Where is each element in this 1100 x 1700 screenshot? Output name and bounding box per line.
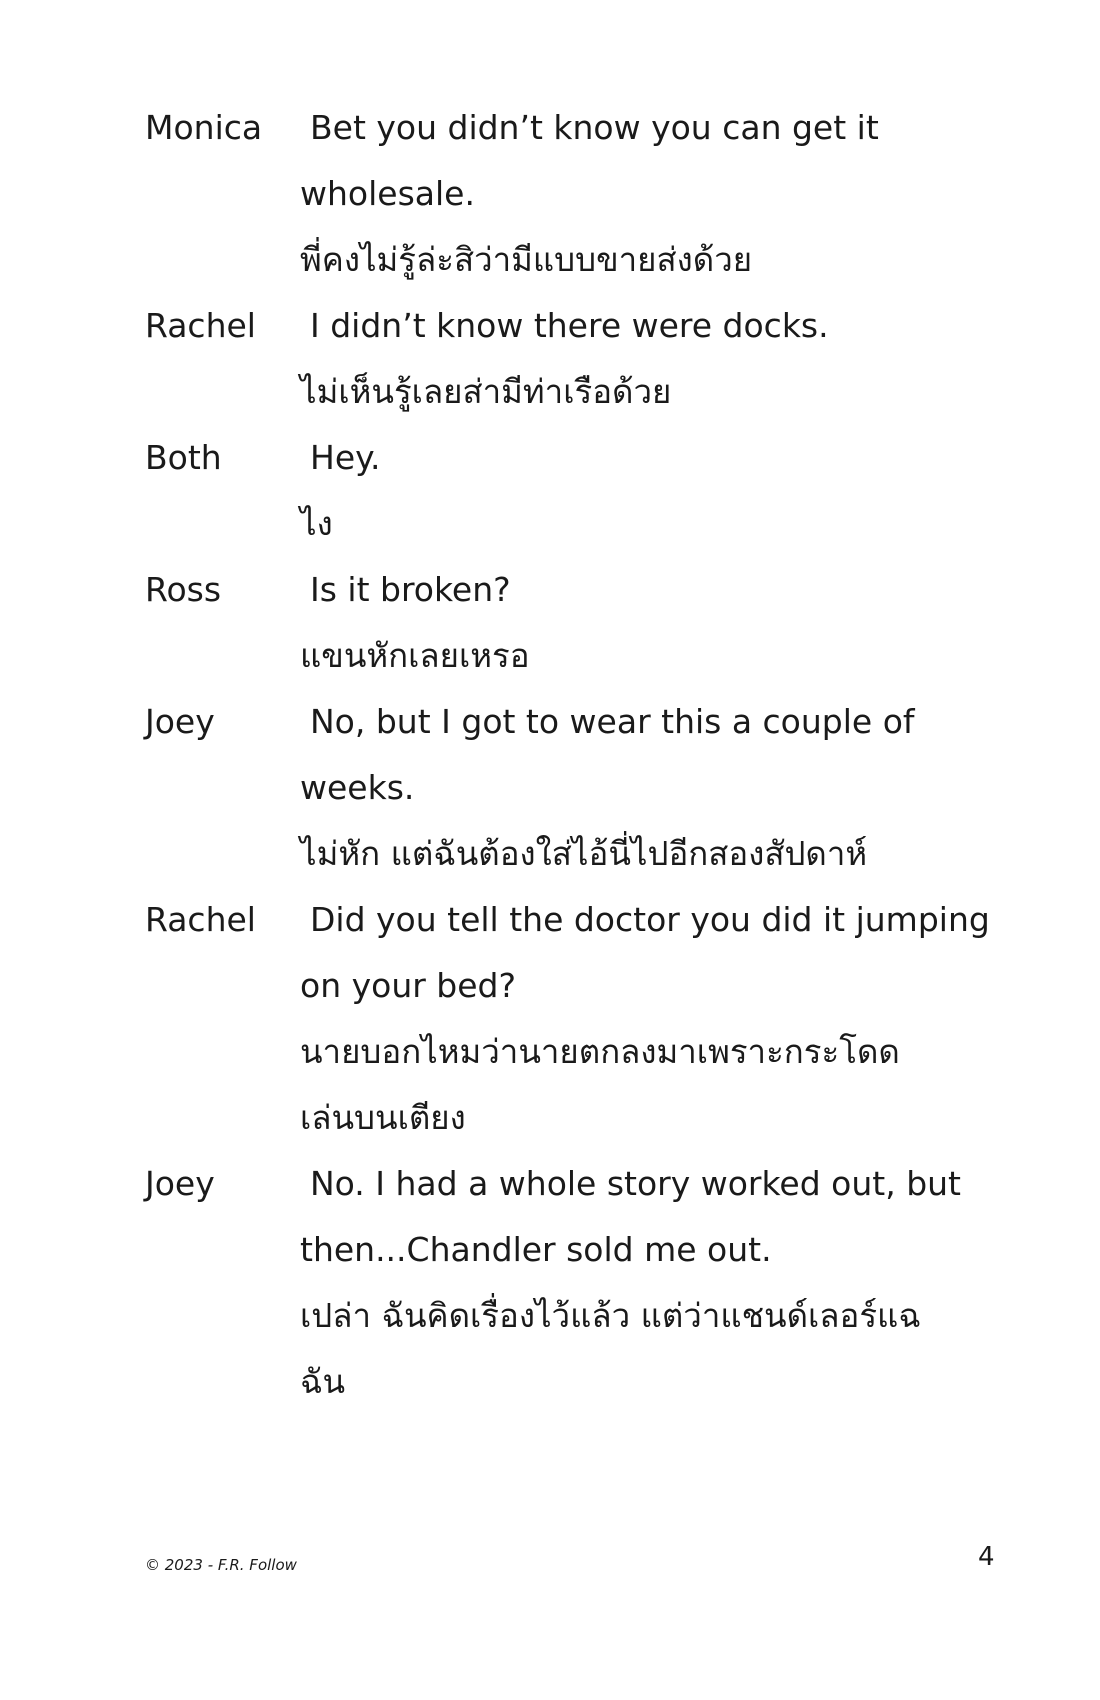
english-line: wholesale. [300, 174, 475, 213]
page-number: 4 [978, 1542, 995, 1572]
dialogue-entry [0, 293, 1100, 425]
speaker-name: Both [145, 438, 222, 477]
dialogue-entry [0, 689, 1100, 887]
english-line: then...Chandler sold me out. [300, 1230, 772, 1269]
english-line: Hey. [310, 438, 381, 477]
thai-translation: เล่นบนเตียง [300, 1098, 466, 1137]
dialogue-entry [0, 95, 1100, 293]
speaker-name: Joey [145, 702, 215, 741]
thai-translation: ไม่เห็นรู้เลยส่ามีท่าเรือด้วย [300, 372, 672, 411]
speaker-name: Rachel [145, 306, 256, 345]
thai-translation: พี่คงไม่รู้ล่ะสิว่ามีแบบขายส่งด้วย [300, 240, 753, 279]
dialogue-entry [0, 1151, 1100, 1415]
dialogue-entry [0, 557, 1100, 689]
speaker-name: Joey [145, 1164, 215, 1203]
dialogue-entry [0, 887, 1100, 1151]
thai-translation: แขนหักเลยเหรอ [300, 636, 530, 675]
english-line: Did you tell the doctor you did it jumping [310, 900, 990, 939]
thai-translation: ฉัน [300, 1362, 346, 1401]
dialogue-lines [300, 689, 1000, 887]
speaker-name: Ross [145, 570, 222, 609]
speaker-name: Rachel [145, 900, 256, 939]
thai-translation: เปล่า ฉันคิดเรื่องไว้แล้ว แต่ว่าแชนด์เลอร์แฉ [300, 1296, 921, 1335]
english-line: Is it broken? [310, 570, 511, 609]
dialogue-script [0, 95, 1100, 1415]
dialogue-lines [300, 293, 1000, 425]
english-line: weeks. [300, 768, 415, 807]
english-line: I didn’t know there were docks. [310, 306, 829, 345]
dialogue-lines [300, 557, 1000, 689]
thai-translation: นายบอกไหมว่านายตกลงมาเพราะกระโดด [300, 1032, 900, 1071]
english-line: No, but I got to wear this a couple of [310, 702, 915, 741]
dialogue-lines [300, 425, 1000, 557]
dialogue-lines [300, 95, 1000, 293]
english-line: on your bed? [300, 966, 516, 1005]
dialogue-lines [300, 1151, 1000, 1415]
english-line: No. I had a whole story worked out, but [310, 1164, 961, 1203]
copyright-notice: © 2023 - F.R. Follow [145, 1556, 297, 1574]
english-line: Bet you didn’t know you can get it [310, 108, 879, 147]
thai-translation: ไง [300, 504, 333, 543]
speaker-name: Monica [145, 108, 263, 147]
dialogue-lines [300, 887, 1000, 1151]
dialogue-entry [0, 425, 1100, 557]
thai-translation: ไม่หัก แต่ฉันต้องใส่ไอ้นี่ไปอีกสองสัปดาห์ [300, 834, 868, 873]
